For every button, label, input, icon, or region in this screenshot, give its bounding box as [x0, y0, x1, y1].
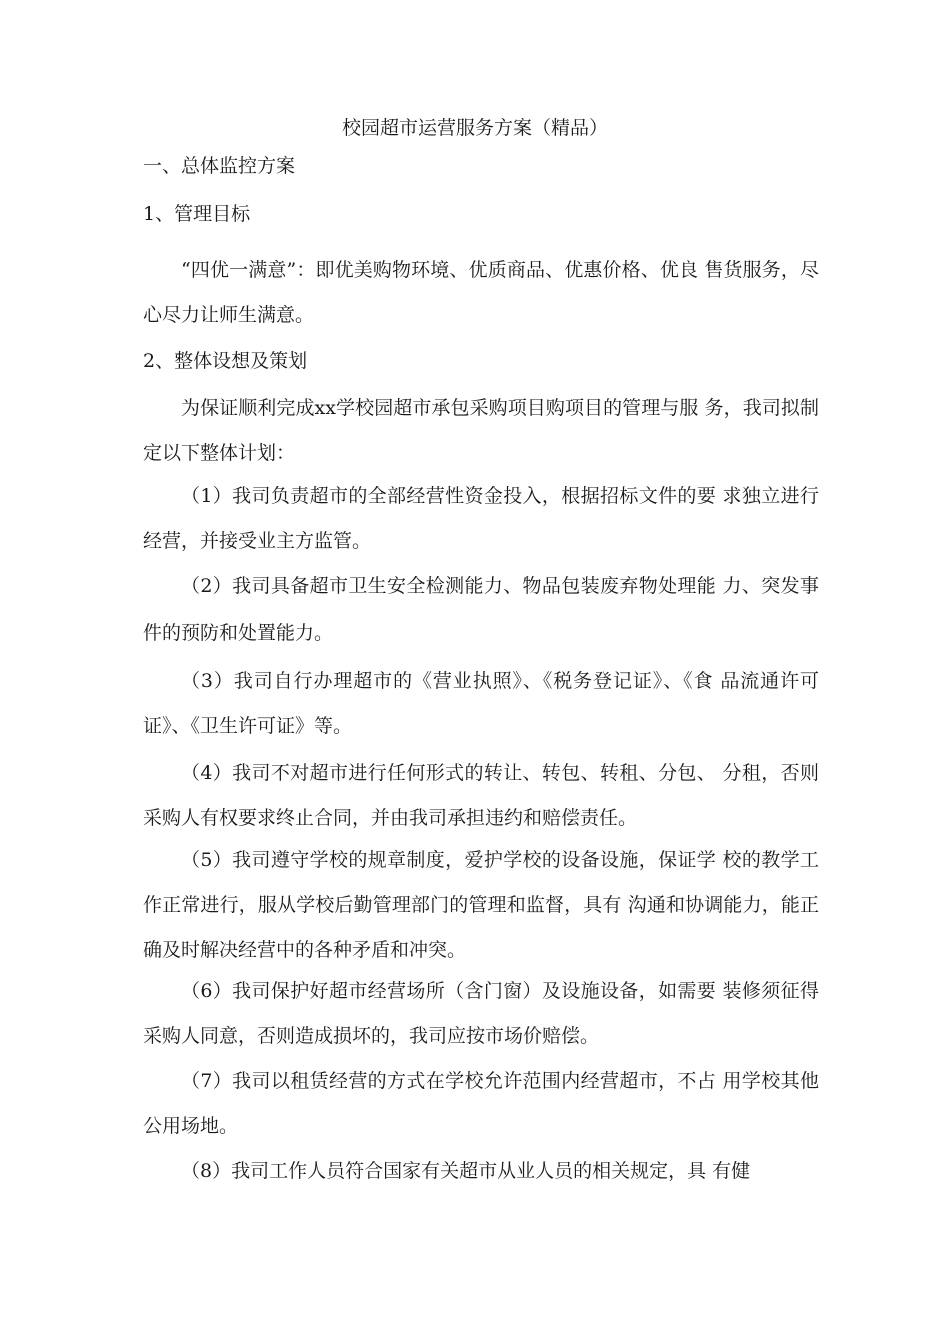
section-heading-overall-monitoring: 一、总体监控方案 [143, 155, 296, 177]
document-title: 校园超市运营服务方案（精品） [341, 117, 608, 139]
list-item-1: （1）我司负责超市的全部经营性资金投入，根据招标文件的要 求独立进行经营，并接受业主方监管。 [143, 485, 819, 552]
list-item-3: （3）我司自行办理超市的《营业执照》、《税务登记证》、《食 品流通许可证》、《卫生许可证》等。 [143, 670, 819, 737]
list-item-7: （7）我司以租赁经营的方式在学校允许范围内经营超市，不占 用学校其他公用场地。 [143, 1070, 819, 1137]
list-item-5: （5）我司遵守学校的规章制度，爱护学校的设备设施，保证学 校的教学工作正常进行，服从学校后勤管理部门的管理和监督，具有 沟通和协调能力，能正确及时解决经营中的各种矛盾和冲突。 [143, 849, 819, 961]
list-item-8: （8）我司工作人员符合国家有关超市从业人员的相关规定，具 有健 [181, 1160, 751, 1182]
paragraph-overall-plan: 为保证顺利完成xx学校园超市承包采购项目购项目的管理与服 务，我司拟制定以下整体计划： [143, 397, 819, 464]
list-item-6: （6）我司保护好超市经营场所（含门窗）及设施设备，如需要 装修须征得采购人同意，否则造成损坏的，我司应按市场价赔偿。 [143, 980, 819, 1047]
list-item-4: （4）我司不对超市进行任何形式的转让、转包、转租、分包、 分租，否则采购人有权要求终止合同，并由我司承担违约和赔偿责任。 [143, 762, 819, 829]
list-item-2: （2）我司具备超市卫生安全检测能力、物品包装废弃物处理能 力、突发事件的预防和处置能力。 [143, 575, 819, 644]
subheading-management-goal: 1、管理目标 [143, 203, 251, 225]
paragraph-management-goal: “四优一满意”：即优美购物环境、优质商品、优惠价格、优良 售货服务，尽心尽力让师生满意。 [143, 259, 819, 326]
subheading-overall-plan: 2、整体设想及策划 [143, 350, 308, 372]
